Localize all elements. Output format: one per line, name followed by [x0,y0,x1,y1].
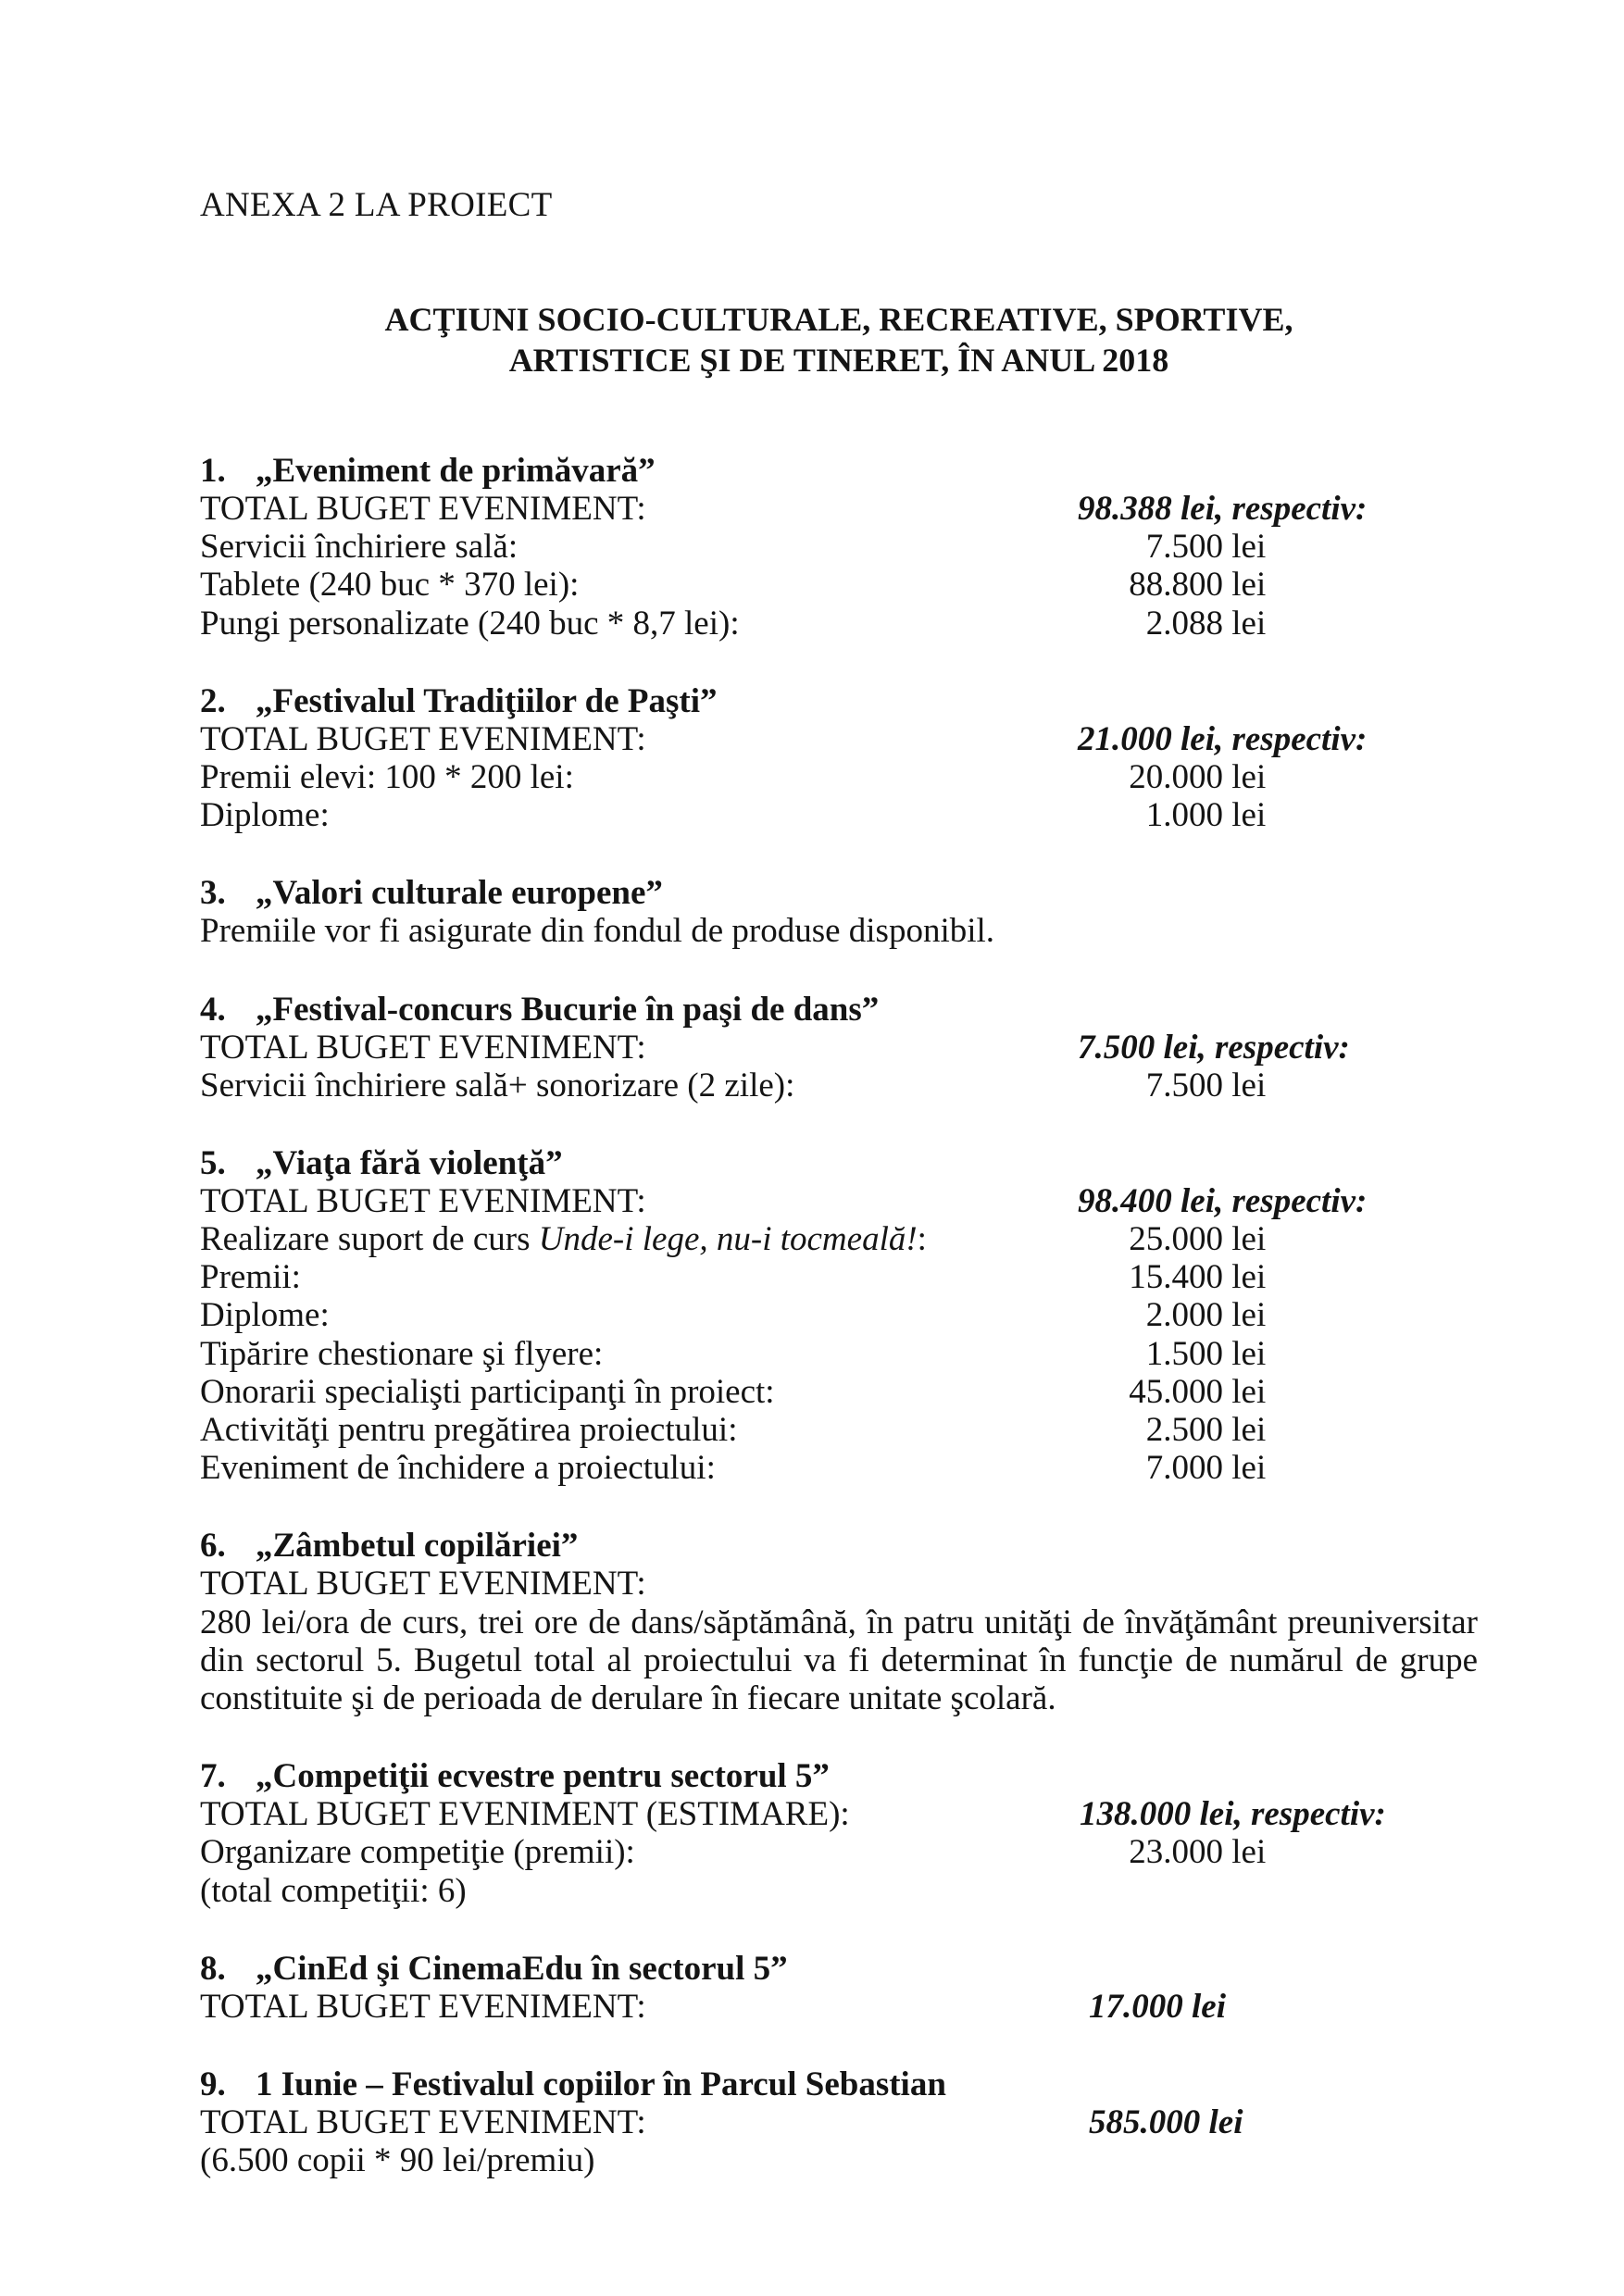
budget-line-amount: 1.000 [1145,796,1223,835]
event-number: 9. [200,2065,226,2103]
event-title: „Festival-concurs Bucurie în paşi de dans” [256,990,880,1029]
total-label: TOTAL BUGET EVENIMENT: [200,719,646,758]
event-title: „Eveniment de primăvară” [256,452,656,490]
event-heading [200,2065,1478,2103]
budget-line [200,1449,1478,1487]
event-item [200,874,1478,950]
total-label: TOTAL BUGET EVENIMENT: [200,1028,646,1067]
event-heading [200,874,1478,912]
budget-line-unit: lei [1231,1372,1267,1411]
total-value: 7.500 lei, respectiv: [1078,1028,1350,1067]
budget-line-label: (6.500 copii * 90 lei/premiu) [200,2141,595,2180]
budget-line-label: Tipărire chestionare şi flyere: [200,1334,604,1373]
event-note: Premiile vor fi asigurate din fondul de produse disponibil. [200,912,995,951]
event-title: „Festivalul Tradiţiilor de Paşti” [256,681,718,720]
budget-line [200,1833,1478,1871]
event-heading [200,452,1478,490]
budget-line-label: Pungi personalizate (240 buc * 8,7 lei): [200,604,740,643]
total-label: TOTAL BUGET EVENIMENT: [200,490,646,528]
event-title: „Zâmbetul copilăriei” [256,1527,579,1566]
event-item [200,991,1478,1104]
document-title-line-2: ARTISTICE ŞI DE TINERET, ÎN ANUL 2018 [508,342,1169,379]
budget-line-unit: lei [1231,1833,1267,1872]
budget-line-unit: lei [1231,604,1267,643]
budget-line-unit: lei [1231,1334,1267,1373]
event-heading [200,1144,1478,1182]
budget-line [200,1067,1478,1104]
total-label: TOTAL BUGET EVENIMENT: [200,1987,646,2026]
total-row [200,1795,1478,1833]
budget-line [200,605,1478,643]
event-item [200,1950,1478,2026]
budget-line-amount: 23.000 [1129,1833,1223,1872]
budget-line-label: Diplome: [200,1296,330,1335]
event-number: 5. [200,1143,226,1182]
total-row [200,1029,1478,1067]
budget-line-label: Servicii închiriere sală+ sonorizare (2 zile): [200,1066,795,1104]
budget-line-unit: lei [1231,1220,1267,1259]
budget-line-unit: lei [1231,566,1267,605]
event-heading [200,1950,1478,1988]
event-item [200,682,1478,835]
event-title: „Competiţii ecvestre pentru sectorul 5” [256,1757,830,1796]
budget-line-label: (total competiţii: 6) [200,1871,467,1910]
total-value: 21.000 lei, respectiv: [1078,719,1368,758]
budget-line-amount: 15.400 [1129,1258,1223,1297]
event-heading [200,1527,1478,1565]
event-number: 3. [200,874,226,913]
budget-line [200,1258,1478,1296]
event-title: „Valori culturale europene” [256,874,663,913]
budget-line-amount: 2.000 [1145,1296,1223,1335]
total-row [200,490,1478,528]
events-list [200,452,1478,2219]
budget-line-label: Onorarii specialişti participanţi în proiect: [200,1372,775,1411]
total-value: 98.388 lei, respectiv: [1078,490,1368,528]
budget-line [200,566,1478,604]
budget-line-label: Tablete (240 buc * 370 lei): [200,566,580,605]
event-title: „CinEd şi CinemaEdu în sectorul 5” [256,1949,788,1988]
budget-line-amount: 25.000 [1129,1220,1223,1259]
budget-line [200,1220,1478,1258]
event-heading [200,1757,1478,1795]
course-title: Unde-i lege, nu-i tocmeală! [538,1220,918,1259]
event-item [200,1527,1478,1717]
annex-heading: ANEXA 2 LA PROIECT [200,186,553,224]
budget-line-unit: lei [1231,1296,1267,1335]
event-title: 1 Iunie – Festivalul copiilor în Parcul Sebastian [256,2065,946,2103]
budget-line-unit: lei [1231,528,1267,567]
event-item [200,452,1478,643]
budget-line [200,528,1478,566]
total-label: TOTAL BUGET EVENIMENT: [200,1565,646,1603]
budget-line [200,1335,1478,1373]
total-value: 98.400 lei, respectiv: [1078,1181,1368,1220]
budget-line [200,758,1478,796]
budget-line-label: Premii elevi: 100 * 200 lei: [200,757,574,796]
budget-line-unit: lei [1231,1411,1267,1450]
budget-line-amount: 2.088 [1145,604,1223,643]
budget-line-amount: 7.500 [1145,528,1223,567]
budget-line-amount: 1.500 [1145,1334,1223,1373]
budget-line-label: Organizare competiţie (premii): [200,1833,635,1872]
budget-line [200,2141,1478,2179]
budget-line-amount: 2.500 [1145,1411,1223,1450]
budget-line-label: Eveniment de închidere a proiectului: [200,1449,716,1488]
budget-line-amount: 7.500 [1145,1066,1223,1104]
total-label: TOTAL BUGET EVENIMENT (ESTIMARE): [200,1795,850,1834]
budget-line [200,1411,1478,1449]
event-number: 4. [200,990,226,1029]
event-number: 1. [200,452,226,490]
total-row [200,720,1478,758]
event-number: 2. [200,681,226,720]
budget-line-label: Activităţi pentru pregătirea proiectului: [200,1411,738,1450]
budget-line-amount: 45.000 [1129,1372,1223,1411]
event-number: 8. [200,1949,226,1988]
budget-line-unit: lei [1231,1258,1267,1297]
total-row [200,1988,1478,2026]
event-item [200,1144,1478,1488]
budget-line-label: Premii: [200,1258,301,1297]
total-value: 585.000 lei [1089,2103,1243,2141]
event-number: 7. [200,1757,226,1796]
total-label: TOTAL BUGET EVENIMENT: [200,2103,646,2141]
budget-line-amount: 7.000 [1145,1449,1223,1488]
budget-line-amount: 20.000 [1129,757,1223,796]
budget-line [200,796,1478,834]
event-title: „Viaţa fără violenţă” [256,1143,563,1182]
total-label: TOTAL BUGET EVENIMENT: [200,1181,646,1220]
document-title [200,299,1478,381]
total-row [200,1565,1478,1603]
event-heading [200,991,1478,1029]
event-heading [200,682,1478,720]
total-value: 17.000 lei [1089,1987,1226,2026]
total-row [200,2103,1478,2141]
total-value: 138.000 lei, respectiv: [1080,1795,1386,1834]
budget-line-label: Diplome: [200,796,330,835]
budget-line [200,1296,1478,1334]
event-item [200,1757,1478,1910]
budget-line-label: Realizare suport de curs Unde-i lege, nu-i tocmeală!: [200,1220,927,1259]
budget-line-unit: lei [1231,796,1267,835]
document-title-line-1: ACŢIUNI SOCIO-CULTURALE, RECREATIVE, SPORTIVE, [384,301,1293,338]
budget-line-unit: lei [1231,1066,1267,1104]
event-item [200,2065,1478,2179]
event-number: 6. [200,1527,226,1566]
event-description: 280 lei/ora de curs, trei ore de dans/săptămână, în patru unităţi de învăţământ preuniversitar din sectorul 5. Bugetul total al proiectului va fi determinat în funcţie de numărul de grupe constituite şi de perioada de derulare în fiecare unitate şcolară. [200,1603,1478,1717]
budget-line-unit: lei [1231,757,1267,796]
budget-line-unit: lei [1231,1449,1267,1488]
total-row [200,1182,1478,1220]
budget-line-amount: 88.800 [1129,566,1223,605]
budget-line [200,1872,1478,1910]
budget-line-label: Servicii închiriere sală: [200,528,518,567]
budget-line [200,1373,1478,1411]
